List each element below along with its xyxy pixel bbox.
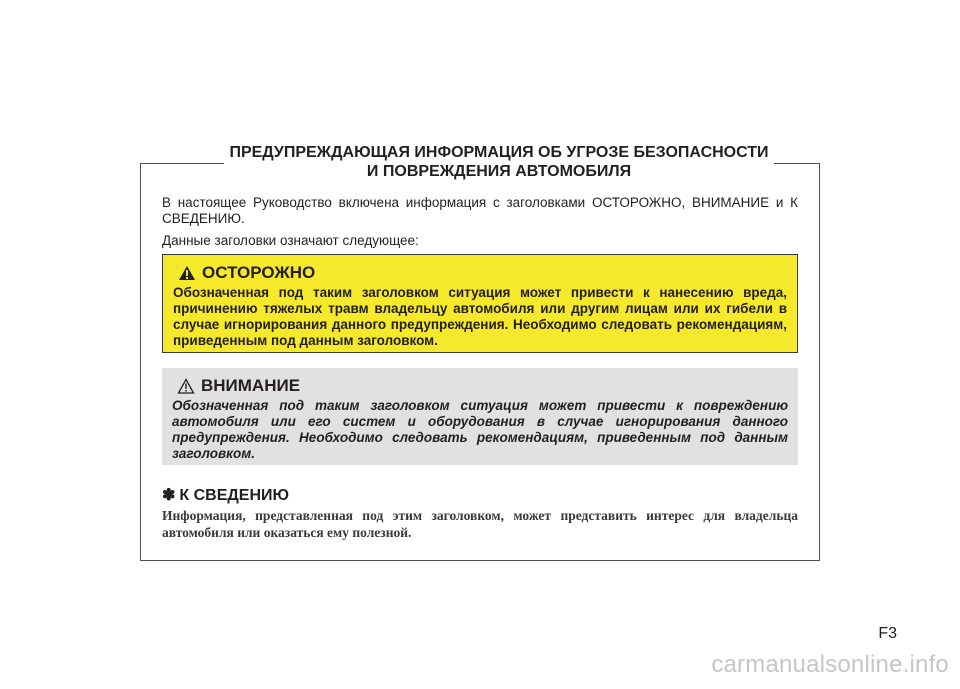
caution-triangle-icon [177,378,195,394]
warning-title: ОСТОРОЖНО [202,263,316,282]
caution-title: ВНИМАНИЕ [201,376,301,395]
caution-box [162,368,798,465]
intro-paragraph-1: В настоящее Руководство включена информация с заголовками ОСТОРОЖНО, ВНИМАНИЕ и К СВЕДЕНИЮ. [162,195,798,226]
page-number: F3 [878,625,897,642]
warning-box [162,254,798,353]
info-section [162,486,798,541]
warning-triangle-icon [178,265,196,281]
page-title-line-1: ПРЕДУПРЕЖДАЮЩАЯ ИНФОРМАЦИЯ ОБ УГРОЗЕ БЕЗОПАСНОСТИ [229,144,769,161]
intro-text [162,195,798,249]
warning-header [178,263,787,283]
watermark: carmanualsonline.info [711,651,949,678]
info-header [162,486,798,505]
caution-header [177,376,788,396]
intro-paragraph-2: Данные заголовки означают следующее: [162,233,419,248]
page-title [224,143,774,181]
asterisk-icon: ✽ [162,487,176,504]
info-text: Информация, представленная под этим заголовком, может представить интерес для владельца автомобиля или оказаться ему полезной. [162,508,798,540]
info-title: К СВЕДЕНИЮ [179,487,290,504]
caution-text: Обозначенная под таким заголовком ситуация может привести к повреждению автомобиля или его систем и оборудования в случае игнорирования данного предупреждения. Необходимо следовать рекомендациям, приведенным под данным заголовком. [172,398,788,461]
warning-text: Обозначенная под таким заголовком ситуация может привести к нанесению вреда, причинению тяжелых травм владельцу автомобиля или другим лицам или их гибели в случае игнорирования данного предупреждения. Необходимо следовать рекомендациям, приведенным под данным заголовком. [173,285,787,348]
page-title-line-2: И ПОВРЕЖДЕНИЯ АВТОМОБИЛЯ [366,163,632,180]
